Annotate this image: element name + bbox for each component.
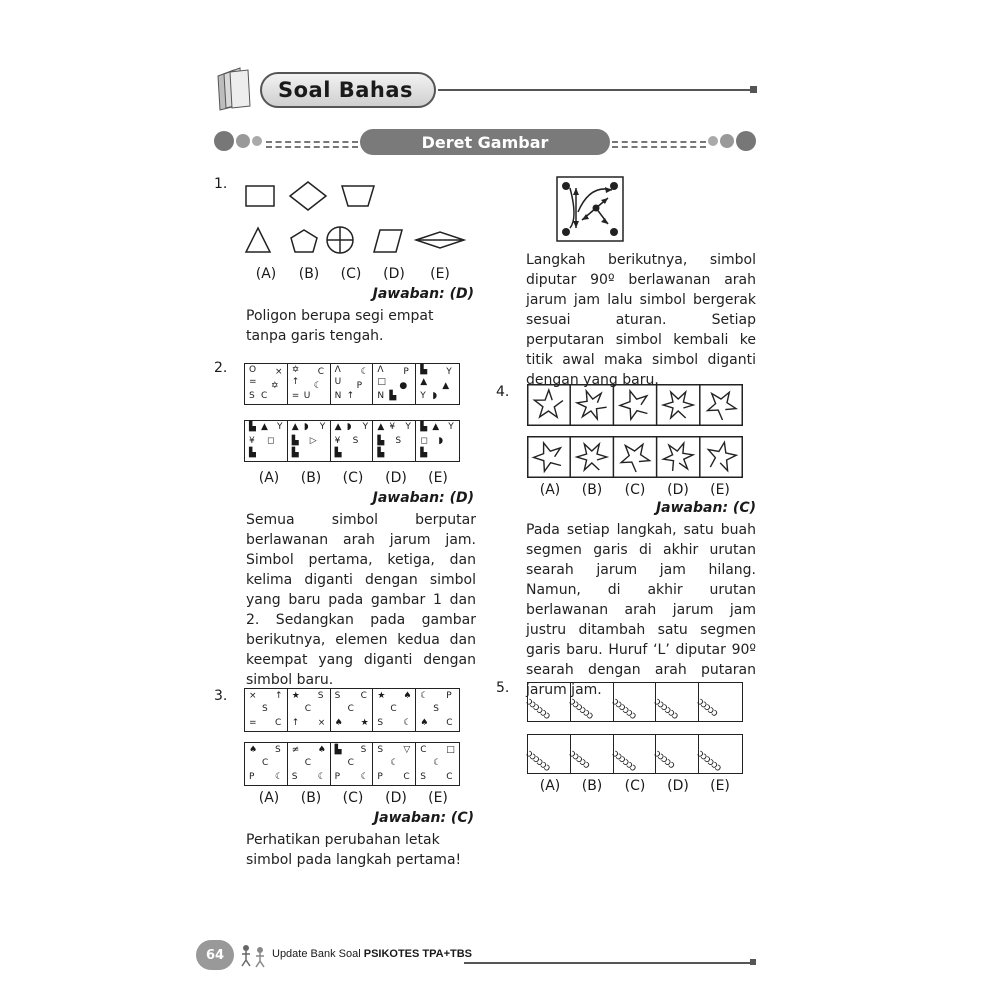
- section-dash-left: [266, 141, 358, 143]
- grid-symbol: ↑: [275, 691, 283, 701]
- grid-symbol: S: [334, 691, 341, 701]
- q3-options: [248, 790, 458, 806]
- q1-figures: [244, 180, 480, 264]
- q5top-cell: [523, 683, 571, 722]
- grid-symbol: Y: [420, 391, 426, 401]
- grid-symbol: ☾: [390, 758, 399, 768]
- q1-pentagon: [291, 230, 317, 252]
- grid-symbol: O: [249, 365, 257, 375]
- q2-option-a: (A): [258, 470, 280, 486]
- q2top-cell: [373, 364, 416, 404]
- q4-option-a: (A): [539, 482, 561, 498]
- q2bot-cell: [416, 421, 459, 461]
- grid-symbol: ▷: [309, 436, 317, 446]
- q2-option-b: (B): [300, 470, 322, 486]
- grid-symbol: ☾: [275, 772, 284, 782]
- grid-symbol: C: [347, 758, 354, 768]
- grid-symbol: =: [291, 391, 300, 401]
- grid-symbol: Y: [448, 422, 454, 432]
- curl-sequence: ɔɔɔɔɔ: [652, 748, 677, 771]
- grid-symbol: ☾: [420, 691, 429, 701]
- grid-symbol: ×: [275, 367, 283, 377]
- grid-symbol: ▽: [403, 745, 411, 755]
- curl-sequence: ɔɔɔɔɔ: [695, 696, 720, 719]
- q1-option-d: (D): [383, 266, 405, 282]
- q5-question-strip: [523, 682, 743, 722]
- zigzag-shape: [620, 391, 647, 420]
- q4-option-e: (E): [710, 482, 730, 498]
- grid-symbol: ▙: [291, 448, 299, 458]
- q1-options: [244, 266, 464, 282]
- grid-symbol: ◗: [432, 391, 437, 401]
- q3-option-b: (B): [300, 790, 322, 806]
- grid-symbol: ●: [399, 381, 408, 391]
- q5-option-b: (B): [581, 778, 603, 794]
- q3-answer: Jawaban: (C): [373, 810, 474, 826]
- q5bot-cell: [566, 735, 614, 773]
- q1-option-a: (A): [255, 266, 277, 282]
- grid-symbol: Λ: [334, 365, 341, 375]
- page-title: Soal Bahas: [260, 72, 436, 108]
- q3-explanation: Perhatikan perubahan letak simbol pada langkah pertama!: [246, 832, 462, 868]
- grid-symbol: ◗: [303, 422, 309, 432]
- q5top-cell: [609, 683, 657, 722]
- curl-sequence: ɔɔɔɔɔ: [566, 748, 592, 771]
- q3-option-a: (A): [258, 790, 280, 806]
- section-dash-right: [612, 141, 706, 143]
- q3top-cell: [331, 689, 374, 731]
- grid-symbol: C: [304, 758, 312, 768]
- q5-number: 5.: [496, 680, 510, 696]
- zigzag-shape: [663, 443, 693, 471]
- q3-number: 3.: [214, 688, 228, 704]
- grid-symbol: □: [446, 745, 455, 755]
- grid-symbol: C: [420, 745, 427, 755]
- curl-sequence: ɔɔɔɔɔɔ: [566, 696, 595, 722]
- q5top-cell: [566, 683, 614, 722]
- q3-option-c: (C): [342, 790, 364, 806]
- grid-symbol: =: [249, 718, 257, 728]
- grid-symbol: ▙: [249, 422, 256, 432]
- book-icon: [214, 66, 258, 110]
- grid-symbol: P: [403, 367, 409, 377]
- q5-option-e: (E): [710, 778, 730, 794]
- grid-symbol: C: [403, 772, 410, 782]
- grid-symbol: P: [334, 772, 341, 782]
- q3bot-cell: [373, 743, 416, 785]
- q2top-cell: [331, 364, 374, 404]
- q5bot-cell: [652, 735, 699, 773]
- q3-rule-diagram: [556, 176, 624, 242]
- grid-symbol: ↑: [346, 391, 355, 401]
- grid-symbol: ▙: [420, 422, 428, 432]
- section-dot-right-3: [708, 136, 718, 146]
- q5bot-cell: [695, 735, 742, 774]
- grid-symbol: ×: [317, 718, 326, 728]
- q1-option-b: (B): [298, 266, 320, 282]
- grid-symbol: ★: [291, 691, 300, 701]
- curl-sequence: ɔɔɔɔɔɔ: [652, 696, 681, 722]
- q2-option-d: (D): [385, 470, 407, 486]
- q4-question-strip: [527, 384, 743, 426]
- q3-option-d: (D): [385, 790, 407, 806]
- grid-symbol: C: [446, 772, 453, 782]
- grid-symbol: ▲: [420, 377, 428, 387]
- grid-symbol: ≠: [291, 745, 300, 755]
- q1-parallelogram: [374, 230, 402, 252]
- grid-symbol: ◗: [438, 436, 443, 446]
- grid-symbol: =: [249, 377, 257, 387]
- grid-symbol: Y: [405, 422, 411, 432]
- grid-symbol: ▲: [334, 422, 342, 432]
- q4-option-strip: [527, 436, 743, 478]
- zigzag-shape: [708, 442, 736, 470]
- footer-book-title: PSIKOTES TPA+TBS: [363, 948, 473, 960]
- q4-answer: Jawaban: (C): [655, 500, 756, 516]
- grid-symbol: S: [249, 391, 255, 401]
- grid-symbol: ♠: [334, 718, 343, 728]
- q2-option-c: (C): [342, 470, 364, 486]
- section-dot-right-1: [736, 131, 756, 151]
- grid-symbol: Y: [446, 367, 452, 377]
- grid-symbol: ✡: [271, 381, 279, 391]
- zigzag-shape: [621, 444, 650, 472]
- page-number-badge: [196, 940, 234, 970]
- grid-symbol: S: [352, 436, 359, 446]
- curl-sequence: ɔɔɔɔɔɔ: [695, 748, 724, 774]
- grid-symbol: ♠: [249, 745, 258, 755]
- grid-symbol: Y: [319, 422, 326, 432]
- grid-symbol: S: [433, 704, 439, 714]
- q1-diamond: [290, 182, 326, 210]
- curl-sequence: ɔɔɔɔɔɔ: [523, 696, 552, 722]
- q5-option-strip: [523, 734, 743, 774]
- grid-symbol: ×: [249, 691, 257, 701]
- grid-symbol: Y: [277, 422, 283, 432]
- q3top-cell: [416, 689, 459, 731]
- grid-symbol: ♠: [317, 745, 326, 755]
- header-rule: [438, 89, 752, 91]
- grid-symbol: ★: [360, 718, 369, 728]
- q1-option-c: (C): [340, 266, 362, 282]
- page-number: 64: [205, 947, 225, 963]
- q4-number: 4.: [496, 384, 510, 400]
- q3top-cell: [245, 689, 288, 731]
- zigzag-shape: [663, 392, 693, 418]
- q2bot-cell: [373, 421, 416, 461]
- q3bot-cell: [288, 743, 331, 785]
- q3-option-e: (E): [428, 790, 448, 806]
- q1-explanation: Poligon berupa segi empat tanpa garis tengah.: [246, 308, 434, 344]
- section-dash-left-2: [266, 146, 358, 148]
- grid-symbol: ♠: [403, 691, 412, 701]
- footer-rule: [464, 962, 752, 964]
- grid-symbol: C: [317, 367, 325, 377]
- grid-symbol: ☾: [360, 367, 369, 377]
- grid-symbol: P: [377, 772, 383, 782]
- section-dot-left-1: [214, 131, 234, 151]
- curl-sequence: ɔɔɔɔɔɔ: [609, 696, 638, 722]
- grid-symbol: S: [377, 718, 384, 728]
- grid-symbol: ▲: [261, 422, 268, 432]
- grid-symbol: ▲: [442, 381, 450, 391]
- grid-symbol: ☾: [313, 381, 322, 391]
- q2-explanation: Semua simbol berputar berlawanan arah jarum jam. Simbol pertama, ketiga, dan kelima diganti dengan simbol yang baru pada gambar 1 dan 2. Sedangkan pada gambar berikutnya, elemen kedua dan keempat yang diganti dengan simbol baru.: [246, 512, 476, 688]
- section-dash-right-2: [612, 146, 706, 148]
- q4-option-d: (D): [667, 482, 689, 498]
- grid-symbol: ↑: [291, 377, 300, 387]
- grid-symbol: ▙: [334, 448, 342, 458]
- q2top-cell: [416, 364, 459, 404]
- grid-symbol: ✡: [291, 365, 300, 375]
- grid-symbol: C: [304, 704, 312, 714]
- grid-symbol: P: [446, 691, 452, 701]
- grid-symbol: ◻: [420, 436, 428, 446]
- q3bot-cell: [416, 743, 459, 785]
- q1-triangle: [246, 228, 270, 252]
- q2-option-e: (E): [428, 470, 448, 486]
- grid-symbol: N: [377, 391, 385, 401]
- footer-title: [272, 948, 472, 960]
- grid-symbol: P: [249, 772, 255, 782]
- grid-symbol: S: [275, 745, 281, 755]
- q1-option-e: (E): [430, 266, 450, 282]
- zigzag-shape: [577, 444, 607, 470]
- curl-sequence: ɔɔɔɔɔɔ: [609, 748, 638, 774]
- q3-option-strip: [244, 742, 460, 786]
- q4-option-c: (C): [624, 482, 646, 498]
- grid-symbol: ▙: [334, 745, 342, 755]
- grid-symbol: ☾: [360, 772, 369, 782]
- grid-symbol: ¥: [334, 436, 341, 446]
- grid-symbol: ▲: [291, 422, 299, 432]
- q2-option-strip: [244, 420, 460, 462]
- q2top-cell: [288, 364, 331, 404]
- grid-symbol: C: [275, 718, 282, 728]
- grid-symbol: U: [303, 391, 311, 401]
- q5bot-cell: [609, 735, 657, 774]
- grid-symbol: C: [262, 758, 269, 768]
- q2bot-cell: [288, 421, 331, 461]
- q2bot-cell: [331, 421, 374, 461]
- grid-symbol: Λ: [377, 365, 384, 375]
- q3top-cell: [288, 689, 331, 731]
- figures-icon: [238, 942, 270, 968]
- q2-question-strip: [244, 363, 460, 405]
- q3top-cell: [373, 689, 416, 731]
- q5-option-d: (D): [667, 778, 689, 794]
- grid-symbol: ▙: [389, 391, 397, 401]
- grid-symbol: P: [356, 381, 363, 391]
- q4-options: [530, 482, 740, 498]
- q3-question-strip: [244, 688, 460, 732]
- grid-symbol: ☾: [317, 772, 326, 782]
- zigzag-shape: [708, 392, 737, 420]
- grid-symbol: ▲: [377, 422, 385, 432]
- q3bot-cell: [245, 743, 288, 785]
- strip-frame: [528, 385, 743, 426]
- header-rule-end: [750, 86, 757, 93]
- q2-number: 2.: [214, 360, 228, 376]
- section-dot-right-2: [720, 134, 734, 148]
- grid-symbol: C: [360, 691, 367, 701]
- grid-symbol: C: [347, 704, 354, 714]
- q2-options: [248, 470, 458, 486]
- curl-sequence: ɔɔɔɔɔɔ: [523, 748, 552, 774]
- zigzag-shape: [534, 443, 561, 472]
- grid-symbol: ☾: [433, 758, 442, 768]
- grid-symbol: ¥: [249, 436, 255, 446]
- grid-symbol: ☾: [403, 718, 412, 728]
- q5bot-cell: [523, 735, 571, 774]
- q4-explanation: Pada setiap langkah, satu buah segmen garis di akhir urutan searah jarum jam hilang. Namun, di akhir urutan berlawanan arah jarum jam justru ditambah satu segmen garis baru. Huruf ‘L’ diputar 90º searah dengan arah putaran jarum jam.: [526, 522, 756, 698]
- grid-symbol: ↑: [291, 718, 300, 728]
- footer-rule-end: [750, 959, 756, 965]
- q1-rectangle: [246, 186, 274, 206]
- q5top-cell: [652, 683, 699, 722]
- zigzag-shape: [577, 391, 607, 419]
- grid-symbol: ▙: [377, 448, 385, 458]
- grid-symbol: S: [420, 772, 426, 782]
- grid-symbol: S: [377, 745, 384, 755]
- q3-cont-explanation: Langkah berikutnya, simbol diputar 90º berlawanan arah jarum jam lalu simbol bergerak sesuai aturan. Setiap perputaran simbol kembali ke titik awal maka simbol diganti dengan yang baru.: [526, 252, 756, 388]
- q2top-cell: [245, 364, 288, 404]
- q5-option-c: (C): [624, 778, 646, 794]
- grid-symbol: S: [360, 745, 367, 755]
- grid-symbol: ▙: [377, 436, 385, 446]
- grid-symbol: ¥: [389, 422, 396, 432]
- q1-trapezoid: [342, 186, 374, 206]
- grid-symbol: N: [334, 391, 342, 401]
- footer-prefix: Update Bank Soal: [272, 948, 364, 960]
- grid-symbol: ♠: [420, 718, 429, 728]
- grid-symbol: ▙: [420, 448, 428, 458]
- q2-answer: Jawaban: (D): [372, 490, 474, 506]
- q3bot-cell: [331, 743, 374, 785]
- q5-option-a: (A): [539, 778, 561, 794]
- grid-symbol: ◗: [346, 422, 352, 432]
- grid-symbol: C: [390, 704, 397, 714]
- grid-symbol: C: [446, 718, 453, 728]
- q1-number: 1.: [214, 176, 228, 192]
- section-dot-left-3: [252, 136, 262, 146]
- grid-symbol: U: [334, 377, 342, 387]
- q2bot-cell: [245, 421, 288, 461]
- grid-symbol: ▙: [420, 365, 428, 375]
- grid-symbol: S: [395, 436, 402, 446]
- grid-symbol: ▙: [249, 448, 256, 458]
- grid-symbol: C: [261, 391, 268, 401]
- grid-symbol: ◻: [267, 436, 275, 446]
- grid-symbol: S: [291, 772, 298, 782]
- grid-symbol: Y: [362, 422, 369, 432]
- grid-symbol: □: [377, 377, 386, 387]
- zigzag-shape: [534, 390, 563, 417]
- grid-symbol: ★: [377, 691, 386, 701]
- q5-options: [530, 778, 740, 794]
- grid-symbol: S: [317, 691, 324, 701]
- grid-symbol: S: [262, 704, 268, 714]
- grid-symbol: ▙: [291, 436, 299, 446]
- grid-symbol: ▲: [432, 422, 440, 432]
- q5top-cell: [695, 683, 742, 721]
- section-title: Deret Gambar: [360, 129, 610, 155]
- q4-option-b: (B): [581, 482, 603, 498]
- q1-answer: Jawaban: (D): [372, 286, 474, 302]
- section-dot-left-2: [236, 134, 250, 148]
